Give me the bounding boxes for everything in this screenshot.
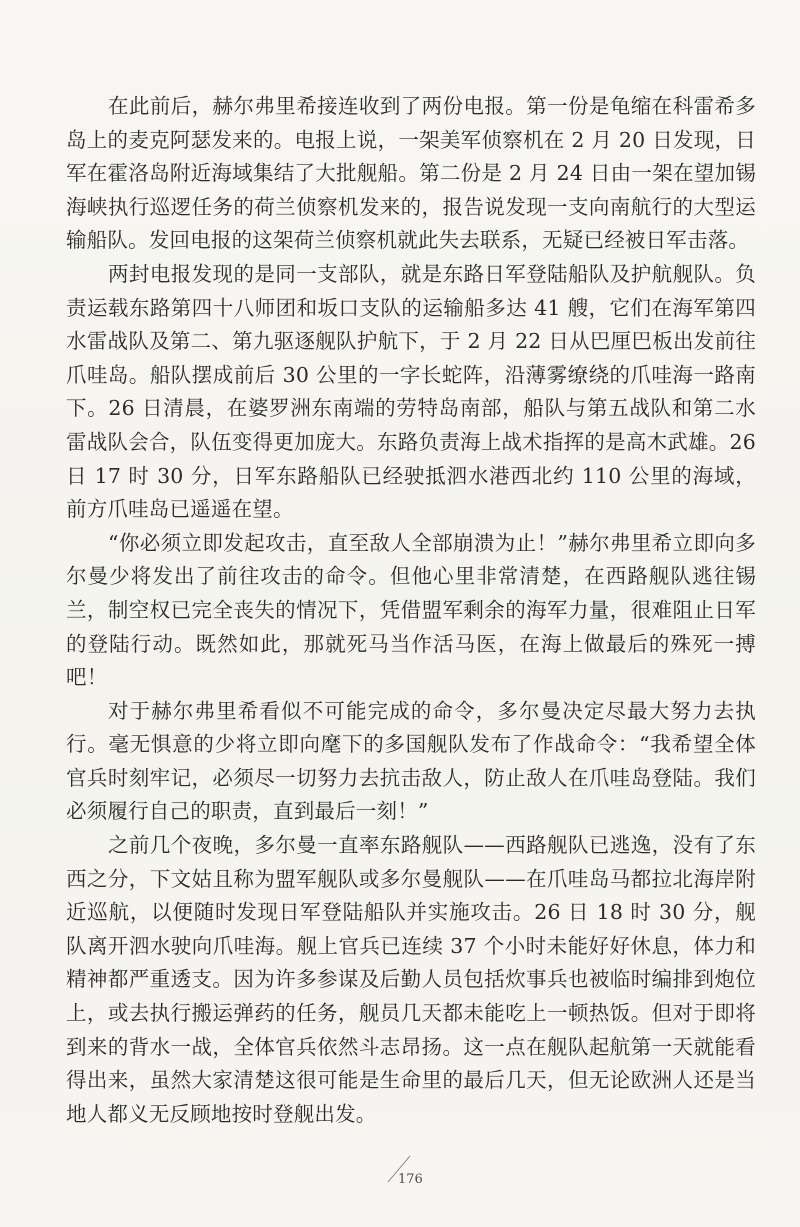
paragraph-4: 对于赫尔弗里希看似不可能完成的命令，多尔曼决定尽最大努力去执行。毫无惧意的少将立即向麾下的多国舰队发布了作战命令：“我希望全体官兵时刻牢记，必须尽一切努力去抗击敌人，防止敌人在爪哇岛登陆。我们必须履行自己的职责，直到最后一刻！”: [66, 698, 756, 824]
page-number: 176: [398, 1172, 423, 1187]
paragraph-3: “你必须立即发起攻击，直至敌人全部崩溃为止！”赫尔弗里希立即向多尔曼少将发出了前往攻击的命令。但他心里非常清楚，在西路舰队逃往锡兰，制空权已完全丧失的情况下，凭借盟军剩余的海军力量，很难阻止日军的登陆行动。既然如此，那就死马当作活马医，在海上做最后的殊死一搏吧！: [66, 530, 756, 690]
paragraph-2: 两封电报发现的是同一支部队，就是东路日军登陆船队及护航舰队。负责运载东路第四十八师团和坂口支队的运输船多达 41 艘，它们在海军第四水雷战队及第二、第九驱逐舰队护航下，于 2 月 22 日从巴厘巴板出发前往爪哇岛。船队摆成前后 30 公里的一字长蛇阵，沿薄雾缭绕的爪哇海一路南下。26 日清晨，在婆罗洲东南端的劳特岛南部，船队与第五战队和第二水雷战队会合，队伍变得更加庞大。东路负责海上战术指挥的是高木武雄。26 日 17 时 30 分，日军东路船队已经驶抵泗水港西北约 110 公里的海域，前方爪哇岛已遥遥在望。: [66, 261, 756, 522]
paragraph-1: 在此前后，赫尔弗里希接连收到了两份电报。第一份是龟缩在科雷希多岛上的麦克阿瑟发来的。电报上说，一架美军侦察机在 2 月 20 日发现，日军在霍洛岛附近海域集结了大批舰船。第二份是 2 月 24 日由一架在望加锡海峡执行巡逻任务的荷兰侦察机发来的，报告说发现一支向南航行的大型运输船队。发回电报的这架荷兰侦察机就此失去联系，无疑已经被日军击落。: [66, 94, 756, 253]
page-footer: [376, 1152, 436, 1192]
paragraph-5: 之前几个夜晚，多尔曼一直率东路舰队——西路舰队已逃逸，没有了东西之分，下文姑且称为盟军舰队或多尔曼舰队——在爪哇岛马都拉北海岸附近巡航，以便随时发现日军登陆船队并实施攻击。26 日 18 时 30 分，舰队离开泗水驶向爪哇海。舰上官兵已连续 37 个小时未能好好休息，体力和精神都严重透支。因为许多参谋及后勤人员包括炊事兵也被临时编排到炮位上，或去执行搬运弹药的任务，舰员几天都未能吃上一顿热饭。但对于即将到来的背水一战，全体官兵依然斗志昂扬。这一点在舰队起航第一天就能看得出来，虽然大家清楚这很可能是生命里的最后几天，但无论欧洲人还是当地人都义无反顾地按时登舰出发。: [66, 833, 756, 1126]
body-text: [66, 90, 756, 1131]
